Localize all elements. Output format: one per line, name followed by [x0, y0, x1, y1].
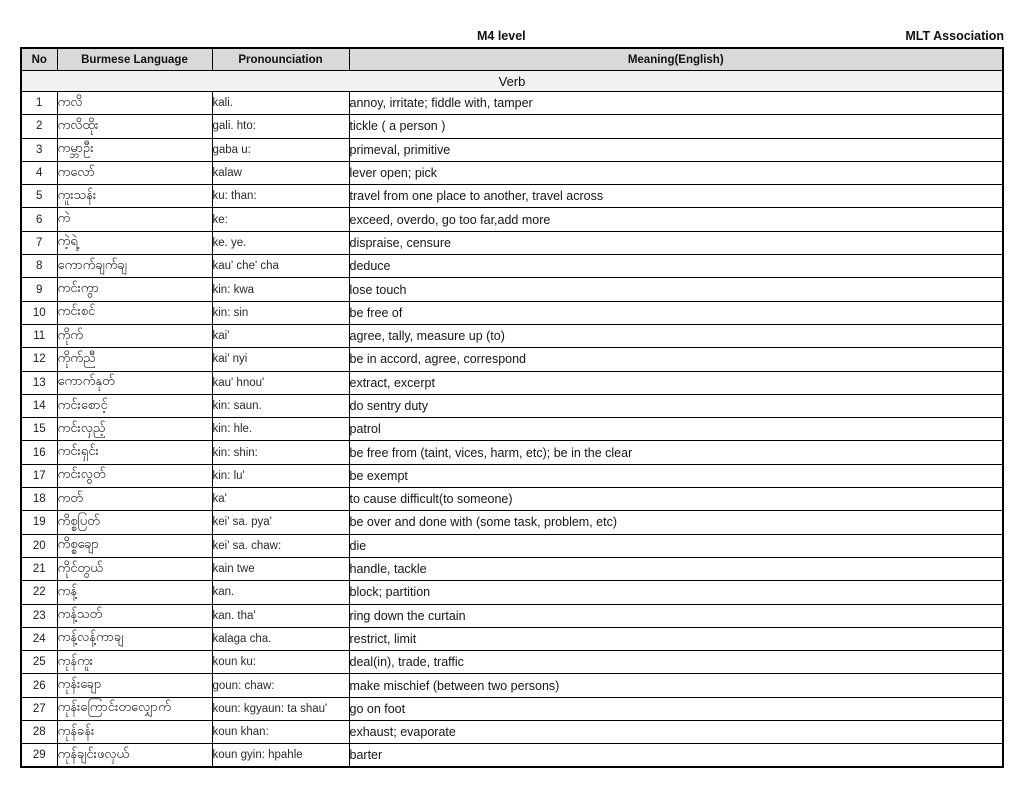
burmese-word: ကင်းစင်: [57, 301, 212, 324]
burmese-word: ကင်းလွတ်: [57, 464, 212, 487]
pronunciation-text: kai': [212, 324, 349, 347]
burmese-word: ကင်းကွာ: [57, 278, 212, 301]
burmese-word: ကုန်ကူး: [57, 651, 212, 674]
burmese-word: ကင်းရှင်း: [57, 441, 212, 464]
row-number: 12: [21, 348, 57, 371]
burmese-word: ကိုက်ညီ: [57, 348, 212, 371]
meaning-text: be free from (taint, vices, harm, etc); be in the clear: [349, 441, 1003, 464]
meaning-text: dispraise, censure: [349, 231, 1003, 254]
row-number: 17: [21, 464, 57, 487]
meaning-text: tickle ( a person ): [349, 115, 1003, 138]
meaning-text: restrict, limit: [349, 627, 1003, 650]
meaning-text: be in accord, agree, correspond: [349, 348, 1003, 371]
table-row: [21, 418, 1003, 441]
table-row: [21, 185, 1003, 208]
row-number: 16: [21, 441, 57, 464]
association-title: MLT Association: [905, 29, 1004, 43]
table-row: [21, 511, 1003, 534]
row-number: 23: [21, 604, 57, 627]
pronunciation-text: gali. hto:: [212, 115, 349, 138]
table-row: [21, 348, 1003, 371]
table-header-row: [21, 48, 1003, 71]
table-row: [21, 534, 1003, 557]
meaning-text: lever open; pick: [349, 161, 1003, 184]
table-row: [21, 371, 1003, 394]
table-row: [21, 324, 1003, 347]
pronunciation-text: kalaw: [212, 161, 349, 184]
burmese-word: ကန့်သတ်: [57, 604, 212, 627]
meaning-text: die: [349, 534, 1003, 557]
row-number: 4: [21, 161, 57, 184]
meaning-text: extract, excerpt: [349, 371, 1003, 394]
vocabulary-table: [20, 47, 1004, 768]
col-header-meaning-english: Meaning(English): [349, 48, 1003, 71]
table-row: [21, 581, 1003, 604]
burmese-word: ကောက်နုတ်: [57, 371, 212, 394]
row-number: 2: [21, 115, 57, 138]
pronunciation-text: kali.: [212, 92, 349, 115]
burmese-word: ကိစ္စချော: [57, 534, 212, 557]
burmese-word: ကလိထိုး: [57, 115, 212, 138]
row-number: 22: [21, 581, 57, 604]
table-row: [21, 231, 1003, 254]
table-row: [21, 278, 1003, 301]
table-row: [21, 92, 1003, 115]
burmese-word: ကောက်ချက်ချ: [57, 255, 212, 278]
row-number: 21: [21, 557, 57, 580]
meaning-text: annoy, irritate; fiddle with, tamper: [349, 92, 1003, 115]
row-number: 9: [21, 278, 57, 301]
pronunciation-text: kan.: [212, 581, 349, 604]
burmese-word: ကင်းလှည့်: [57, 418, 212, 441]
row-number: 3: [21, 138, 57, 161]
meaning-text: to cause difficult(to someone): [349, 488, 1003, 511]
row-number: 5: [21, 185, 57, 208]
pronunciation-text: kin: kwa: [212, 278, 349, 301]
burmese-word: ကန့်: [57, 581, 212, 604]
pronunciation-text: kei' sa. chaw:: [212, 534, 349, 557]
row-number: 10: [21, 301, 57, 324]
pronunciation-text: kin: saun.: [212, 394, 349, 417]
table-row: [21, 255, 1003, 278]
pronunciation-text: koun ku:: [212, 651, 349, 674]
meaning-text: be over and done with (some task, problem, etc): [349, 511, 1003, 534]
meaning-text: block; partition: [349, 581, 1003, 604]
burmese-word: ကိုင်တွယ်: [57, 557, 212, 580]
pronunciation-text: kin: lu': [212, 464, 349, 487]
col-header-pronounciation: Pronounciation: [212, 48, 349, 71]
section-header-row: [21, 71, 1003, 92]
burmese-word: ကမ္ဘာဦး: [57, 138, 212, 161]
table-row: [21, 301, 1003, 324]
burmese-word: ကတ်: [57, 488, 212, 511]
col-header-burmese-language: Burmese Language: [57, 48, 212, 71]
row-number: 15: [21, 418, 57, 441]
pronunciation-text: kin: hle.: [212, 418, 349, 441]
row-number: 26: [21, 674, 57, 697]
page-title: M4 level: [477, 29, 526, 43]
pronunciation-text: gaba u:: [212, 138, 349, 161]
col-header-no: No: [21, 48, 57, 71]
table-row: [21, 115, 1003, 138]
table-row: [21, 208, 1003, 231]
table-row: [21, 674, 1003, 697]
pronunciation-text: kei' sa. pya': [212, 511, 349, 534]
burmese-word: ကူးသန်း: [57, 185, 212, 208]
burmese-word: ကဲ: [57, 208, 212, 231]
row-number: 11: [21, 324, 57, 347]
pronunciation-text: koun khan:: [212, 721, 349, 744]
meaning-text: be exempt: [349, 464, 1003, 487]
row-number: 7: [21, 231, 57, 254]
burmese-word: ကဲ့ရဲ့: [57, 231, 212, 254]
pronunciation-text: kau' hnou': [212, 371, 349, 394]
row-number: 13: [21, 371, 57, 394]
meaning-text: exhaust; evaporate: [349, 721, 1003, 744]
meaning-text: do sentry duty: [349, 394, 1003, 417]
row-number: 19: [21, 511, 57, 534]
meaning-text: lose touch: [349, 278, 1003, 301]
meaning-text: ring down the curtain: [349, 604, 1003, 627]
meaning-text: agree, tally, measure up (to): [349, 324, 1003, 347]
table-row: [21, 394, 1003, 417]
meaning-text: make mischief (between two persons): [349, 674, 1003, 697]
table-row: [21, 721, 1003, 744]
burmese-word: ကိုက်: [57, 324, 212, 347]
burmese-word: ကုန်းကြောင်းတလျှောက်: [57, 697, 212, 720]
pronunciation-text: kalaga cha.: [212, 627, 349, 650]
meaning-text: travel from one place to another, travel across: [349, 185, 1003, 208]
pronunciation-text: koun gyin: hpahle: [212, 744, 349, 767]
burmese-word: ကလော်: [57, 161, 212, 184]
pronunciation-text: ka': [212, 488, 349, 511]
meaning-text: handle, tackle: [349, 557, 1003, 580]
table-row: [21, 604, 1003, 627]
row-number: 6: [21, 208, 57, 231]
meaning-text: go on foot: [349, 697, 1003, 720]
pronunciation-text: kai' nyi: [212, 348, 349, 371]
row-number: 1: [21, 92, 57, 115]
pronunciation-text: koun: kgyaun: ta shau': [212, 697, 349, 720]
row-number: 27: [21, 697, 57, 720]
section-title-verb: Verb: [21, 71, 1003, 92]
row-number: 28: [21, 721, 57, 744]
row-number: 18: [21, 488, 57, 511]
row-number: 20: [21, 534, 57, 557]
burmese-word: ကုန်ချင်းဖလှယ်: [57, 744, 212, 767]
pronunciation-text: kan. tha': [212, 604, 349, 627]
row-number: 14: [21, 394, 57, 417]
row-number: 24: [21, 627, 57, 650]
meaning-text: patrol: [349, 418, 1003, 441]
meaning-text: barter: [349, 744, 1003, 767]
burmese-word: ကိစ္စပြတ်: [57, 511, 212, 534]
burmese-word: ကန့်လန့်ကာချ: [57, 627, 212, 650]
pronunciation-text: kau' che' cha: [212, 255, 349, 278]
table-row: [21, 161, 1003, 184]
pronunciation-text: ke. ye.: [212, 231, 349, 254]
pronunciation-text: goun: chaw:: [212, 674, 349, 697]
meaning-text: exceed, overdo, go too far,add more: [349, 208, 1003, 231]
burmese-word: ကင်းစောင့်: [57, 394, 212, 417]
pronunciation-text: ke:: [212, 208, 349, 231]
pronunciation-text: kain twe: [212, 557, 349, 580]
table-row: [21, 488, 1003, 511]
meaning-text: deduce: [349, 255, 1003, 278]
pronunciation-text: ku: than:: [212, 185, 349, 208]
meaning-text: primeval, primitive: [349, 138, 1003, 161]
row-number: 25: [21, 651, 57, 674]
burmese-word: ကုန်ခန်း: [57, 721, 212, 744]
table-row: [21, 697, 1003, 720]
meaning-text: deal(in), trade, traffic: [349, 651, 1003, 674]
table-row: [21, 138, 1003, 161]
pronunciation-text: kin: shin:: [212, 441, 349, 464]
table-row: [21, 557, 1003, 580]
row-number: 8: [21, 255, 57, 278]
table-row: [21, 744, 1003, 767]
table-row: [21, 464, 1003, 487]
table-row: [21, 651, 1003, 674]
pronunciation-text: kin: sin: [212, 301, 349, 324]
table-row: [21, 441, 1003, 464]
meaning-text: be free of: [349, 301, 1003, 324]
row-number: 29: [21, 744, 57, 767]
burmese-word: ကုန်းချော: [57, 674, 212, 697]
table-row: [21, 627, 1003, 650]
burmese-word: ကလိ: [57, 92, 212, 115]
